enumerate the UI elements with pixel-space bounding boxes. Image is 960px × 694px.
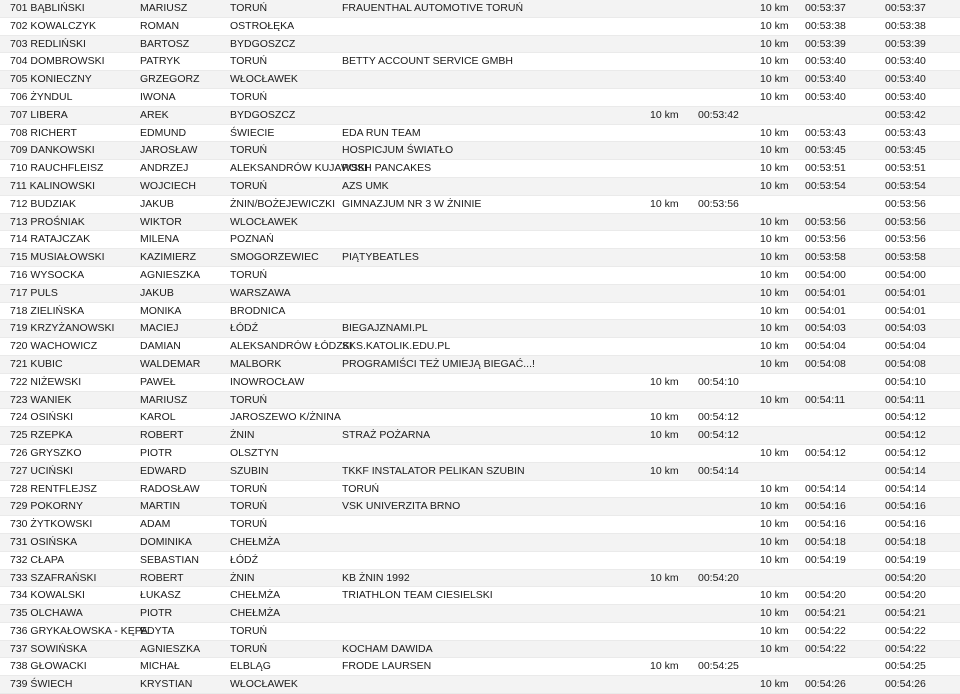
cell-city: INOWROCŁAW <box>230 375 305 388</box>
cell-place-and-surname: 734 KOWALSKI <box>10 589 85 602</box>
cell-total-time: 00:54:00 <box>885 268 926 281</box>
cell-place-and-surname: 738 GŁOWACKI <box>10 660 87 673</box>
cell-city: MALBORK <box>230 357 282 370</box>
cell-distance-a: 10 km <box>650 660 679 673</box>
cell-distance-b: 10 km <box>760 144 789 157</box>
cell-first-name: ROBERT <box>140 429 184 442</box>
cell-club: KB ŻNIN 1992 <box>342 571 410 584</box>
cell-city: TORUŃ <box>230 268 268 281</box>
cell-place-and-surname: 705 KONIECZNY <box>10 73 92 86</box>
cell-city: POZNAŃ <box>230 233 274 246</box>
cell-city: BYDGOSZCZ <box>230 37 296 50</box>
cell-first-name: ROBERT <box>140 571 184 584</box>
cell-place-and-surname: 735 OLCHAWA <box>10 607 83 620</box>
table-row <box>0 0 960 18</box>
table-row <box>0 641 960 659</box>
cell-first-name: ROMAN <box>140 19 180 32</box>
cell-time-b: 00:53:38 <box>805 19 846 32</box>
cell-time-b: 00:53:51 <box>805 162 846 175</box>
cell-place-and-surname: 719 KRZYŻANOWSKI <box>10 322 115 335</box>
cell-time-a: 00:53:56 <box>698 197 739 210</box>
cell-time-b: 00:54:16 <box>805 518 846 531</box>
cell-place-and-surname: 715 MUSIAŁOWSKI <box>10 251 105 264</box>
cell-distance-b: 10 km <box>760 357 789 370</box>
cell-city: CHEŁMŻA <box>230 535 281 548</box>
cell-total-time: 00:53:56 <box>885 215 926 228</box>
table-row <box>0 338 960 356</box>
cell-first-name: ANDRZEJ <box>140 162 189 175</box>
cell-time-b: 00:54:12 <box>805 446 846 459</box>
cell-club: PROGRAMIŚCI TEŻ UMIEJĄ BIEGAĆ...! <box>342 357 535 370</box>
cell-distance-b: 10 km <box>760 518 789 531</box>
cell-place-and-surname: 704 DOMBROWSKI <box>10 55 105 68</box>
table-row <box>0 676 960 694</box>
cell-city: CHEŁMŻA <box>230 589 281 602</box>
cell-city: ELBLĄG <box>230 660 271 673</box>
table-row <box>0 18 960 36</box>
cell-first-name: PIOTR <box>140 446 173 459</box>
cell-distance-b: 10 km <box>760 304 789 317</box>
table-row <box>0 36 960 54</box>
cell-club: AZS UMK <box>342 179 389 192</box>
cell-total-time: 00:53:40 <box>885 73 926 86</box>
cell-place-and-surname: 714 RATAJCZAK <box>10 233 91 246</box>
cell-place-and-surname: 731 OSIŃSKA <box>10 535 78 548</box>
cell-total-time: 00:54:22 <box>885 624 926 637</box>
cell-place-and-surname: 728 RENTFLEJSZ <box>10 482 97 495</box>
cell-distance-b: 10 km <box>760 642 789 655</box>
cell-club: SKS.KATOLIK.EDU.PL <box>342 340 451 353</box>
cell-first-name: MILENA <box>140 233 180 246</box>
cell-total-time: 00:53:58 <box>885 251 926 264</box>
cell-total-time: 00:53:38 <box>885 19 926 32</box>
table-row <box>0 481 960 499</box>
table-row <box>0 516 960 534</box>
cell-first-name: EDYTA <box>140 624 175 637</box>
cell-total-time: 00:54:01 <box>885 286 926 299</box>
cell-city: BRODNICA <box>230 304 286 317</box>
cell-city: TORUŃ <box>230 90 268 103</box>
cell-total-time: 00:54:10 <box>885 375 926 388</box>
cell-distance-b: 10 km <box>760 251 789 264</box>
cell-distance-b: 10 km <box>760 286 789 299</box>
cell-distance-b: 10 km <box>760 500 789 513</box>
cell-city: ŚWIECIE <box>230 126 275 139</box>
table-row <box>0 267 960 285</box>
cell-time-b: 00:54:03 <box>805 322 846 335</box>
table-row <box>0 125 960 143</box>
cell-time-b: 00:54:16 <box>805 500 846 513</box>
cell-total-time: 00:54:11 <box>885 393 926 406</box>
cell-place-and-surname: 733 SZAFRAŃSKI <box>10 571 97 584</box>
cell-city: TORUŃ <box>230 55 268 68</box>
cell-city: BYDGOSZCZ <box>230 108 296 121</box>
cell-city: TORUŃ <box>230 518 268 531</box>
table-row <box>0 409 960 427</box>
cell-total-time: 00:53:45 <box>885 144 926 157</box>
cell-distance-a: 10 km <box>650 197 679 210</box>
cell-place-and-surname: 710 RAUCHFLEISZ <box>10 162 104 175</box>
cell-total-time: 00:54:14 <box>885 464 926 477</box>
cell-time-a: 00:53:42 <box>698 108 739 121</box>
cell-place-and-surname: 720 WACHOWICZ <box>10 340 98 353</box>
cell-total-time: 00:54:19 <box>885 553 926 566</box>
cell-total-time: 00:53:37 <box>885 2 926 14</box>
cell-time-b: 00:54:14 <box>805 482 846 495</box>
cell-first-name: PATRYK <box>140 55 181 68</box>
cell-total-time: 00:53:56 <box>885 233 926 246</box>
cell-distance-b: 10 km <box>760 90 789 103</box>
cell-distance-b: 10 km <box>760 268 789 281</box>
table-row <box>0 249 960 267</box>
table-row <box>0 623 960 641</box>
cell-club: BETTY ACCOUNT SERVICE GMBH <box>342 55 513 68</box>
table-row <box>0 374 960 392</box>
cell-total-time: 00:53:40 <box>885 90 926 103</box>
cell-time-a: 00:54:10 <box>698 375 739 388</box>
cell-place-and-surname: 725 RZEPKA <box>10 429 73 442</box>
cell-time-b: 00:53:40 <box>805 55 846 68</box>
cell-club: TKKF INSTALATOR PELIKAN SZUBIN <box>342 464 525 477</box>
cell-total-time: 00:54:26 <box>885 678 926 691</box>
table-row <box>0 570 960 588</box>
cell-distance-b: 10 km <box>760 589 789 602</box>
cell-distance-b: 10 km <box>760 482 789 495</box>
cell-city: JAROSZEWO K/ŻNINA <box>230 411 341 424</box>
cell-total-time: 00:53:56 <box>885 197 926 210</box>
cell-first-name: EDMUND <box>140 126 187 139</box>
cell-place-and-surname: 712 BUDZIAK <box>10 197 76 210</box>
cell-first-name: AGNIESZKA <box>140 268 201 281</box>
cell-city: OSTROŁĘKA <box>230 19 295 32</box>
cell-place-and-surname: 737 SOWIŃSKA <box>10 642 88 655</box>
cell-total-time: 00:54:12 <box>885 429 926 442</box>
cell-time-b: 00:53:43 <box>805 126 846 139</box>
cell-city: ŁÓDŹ <box>230 322 259 335</box>
cell-place-and-surname: 709 DANKOWSKI <box>10 144 95 157</box>
cell-place-and-surname: 721 KUBIC <box>10 357 63 370</box>
cell-club: STRAŻ POŻARNA <box>342 429 431 442</box>
cell-club: HOSPICJUM ŚWIATŁO <box>342 144 454 157</box>
cell-city: ALEKSANDRÓW KUJAWSKI <box>230 162 368 175</box>
cell-first-name: MONIKA <box>140 304 182 317</box>
cell-total-time: 00:54:21 <box>885 607 926 620</box>
table-row <box>0 196 960 214</box>
cell-place-and-surname: 739 ŚWIECH <box>10 678 73 691</box>
table-row <box>0 392 960 410</box>
cell-time-b: 00:53:56 <box>805 215 846 228</box>
cell-first-name: MICHAŁ <box>140 660 180 673</box>
cell-club: TRIATHLON TEAM CIESIELSKI <box>342 589 493 602</box>
cell-distance-b: 10 km <box>760 162 789 175</box>
cell-place-and-surname: 729 POKORNY <box>10 500 83 513</box>
cell-first-name: MACIEJ <box>140 322 179 335</box>
cell-distance-b: 10 km <box>760 19 789 32</box>
table-row <box>0 231 960 249</box>
table-row <box>0 142 960 160</box>
table-row <box>0 427 960 445</box>
cell-first-name: ŁUKASZ <box>140 589 181 602</box>
cell-place-and-surname: 701 BĄBLIŃSKI <box>10 2 85 14</box>
table-row <box>0 534 960 552</box>
cell-place-and-surname: 730 ŻYTKOWSKI <box>10 518 93 531</box>
cell-time-b: 00:54:21 <box>805 607 846 620</box>
table-row <box>0 320 960 338</box>
cell-time-a: 00:54:12 <box>698 411 739 424</box>
cell-time-b: 00:54:01 <box>805 286 846 299</box>
cell-city: SZUBIN <box>230 464 269 477</box>
cell-total-time: 00:54:01 <box>885 304 926 317</box>
cell-time-a: 00:54:25 <box>698 660 739 673</box>
cell-total-time: 00:54:20 <box>885 571 926 584</box>
cell-time-b: 00:53:39 <box>805 37 846 50</box>
table-row <box>0 605 960 623</box>
cell-total-time: 00:54:04 <box>885 340 926 353</box>
cell-distance-a: 10 km <box>650 108 679 121</box>
cell-city: SMOGORZEWIEC <box>230 251 319 264</box>
cell-time-a: 00:54:20 <box>698 571 739 584</box>
cell-distance-b: 10 km <box>760 535 789 548</box>
cell-total-time: 00:53:39 <box>885 37 926 50</box>
table-row <box>0 658 960 676</box>
cell-city: ŁÓDŹ <box>230 553 259 566</box>
cell-distance-b: 10 km <box>760 393 789 406</box>
cell-time-b: 00:53:40 <box>805 73 846 86</box>
cell-total-time: 00:54:18 <box>885 535 926 548</box>
cell-distance-b: 10 km <box>760 126 789 139</box>
cell-first-name: KAROL <box>140 411 176 424</box>
cell-total-time: 00:54:16 <box>885 500 926 513</box>
cell-distance-a: 10 km <box>650 464 679 477</box>
cell-club: EDA RUN TEAM <box>342 126 421 139</box>
cell-first-name: ADAM <box>140 518 171 531</box>
cell-first-name: PIOTR <box>140 607 173 620</box>
cell-place-and-surname: 708 RICHERT <box>10 126 77 139</box>
cell-club: BIEGAJZNAMI.PL <box>342 322 428 335</box>
cell-city: TORUŃ <box>230 393 268 406</box>
cell-distance-b: 10 km <box>760 607 789 620</box>
cell-place-and-surname: 706 ŻYNDUL <box>10 90 73 103</box>
cell-first-name: KAZIMIERZ <box>140 251 197 264</box>
cell-city: TORUŃ <box>230 144 268 157</box>
table-row <box>0 107 960 125</box>
cell-first-name: JAROSŁAW <box>140 144 198 157</box>
cell-distance-b: 10 km <box>760 553 789 566</box>
cell-time-b: 00:54:01 <box>805 304 846 317</box>
cell-total-time: 00:54:25 <box>885 660 926 673</box>
table-row <box>0 285 960 303</box>
cell-city: TORUŃ <box>230 2 268 14</box>
cell-first-name: WALDEMAR <box>140 357 201 370</box>
cell-place-and-surname: 707 LIBERA <box>10 108 68 121</box>
cell-club: FRAUENTHAL AUTOMOTIVE TORUŃ <box>342 2 524 14</box>
cell-city: CHEŁMŻA <box>230 607 281 620</box>
cell-time-b: 00:53:37 <box>805 2 846 14</box>
cell-total-time: 00:54:14 <box>885 482 926 495</box>
cell-time-b: 00:54:26 <box>805 678 846 691</box>
cell-first-name: DOMINIKA <box>140 535 192 548</box>
cell-first-name: MARIUSZ <box>140 393 188 406</box>
cell-distance-a: 10 km <box>650 429 679 442</box>
cell-place-and-surname: 724 OSIŃSKI <box>10 411 74 424</box>
cell-distance-b: 10 km <box>760 624 789 637</box>
cell-first-name: WIKTOR <box>140 215 182 228</box>
cell-time-b: 00:54:08 <box>805 357 846 370</box>
cell-time-b: 00:54:22 <box>805 624 846 637</box>
cell-city: WŁOCŁAWEK <box>230 678 298 691</box>
cell-place-and-surname: 711 KALINOWSKI <box>10 179 96 192</box>
cell-first-name: BARTOSZ <box>140 37 190 50</box>
cell-total-time: 00:53:42 <box>885 108 926 121</box>
table-row <box>0 214 960 232</box>
cell-total-time: 00:53:54 <box>885 179 926 192</box>
cell-first-name: MARIUSZ <box>140 2 188 14</box>
cell-distance-b: 10 km <box>760 233 789 246</box>
cell-place-and-surname: 736 GRYKAŁOWSKA - KĘPA <box>10 624 148 637</box>
cell-club: VSK UNIVERZITA BRNO <box>342 500 461 513</box>
cell-place-and-surname: 722 NIŻEWSKI <box>10 375 82 388</box>
cell-time-b: 00:53:58 <box>805 251 846 264</box>
cell-time-b: 00:54:04 <box>805 340 846 353</box>
cell-total-time: 00:54:20 <box>885 589 926 602</box>
cell-first-name: IWONA <box>140 90 176 103</box>
cell-city: OLSZTYN <box>230 446 279 459</box>
cell-time-a: 00:54:12 <box>698 429 739 442</box>
cell-total-time: 00:53:51 <box>885 162 926 175</box>
cell-total-time: 00:54:16 <box>885 518 926 531</box>
cell-place-and-surname: 702 KOWALCZYK <box>10 19 96 32</box>
cell-time-a: 00:54:14 <box>698 464 739 477</box>
cell-total-time: 00:53:40 <box>885 55 926 68</box>
cell-distance-b: 10 km <box>760 446 789 459</box>
cell-time-b: 00:54:19 <box>805 553 846 566</box>
cell-place-and-surname: 703 REDLIŃSKI <box>10 37 86 50</box>
cell-city: ŻNIN <box>230 429 255 442</box>
cell-total-time: 00:53:43 <box>885 126 926 139</box>
cell-place-and-surname: 726 GRYSZKO <box>10 446 82 459</box>
cell-first-name: JAKUB <box>140 197 174 210</box>
table-row <box>0 178 960 196</box>
cell-time-b: 00:53:54 <box>805 179 846 192</box>
cell-city: WŁOCŁAWEK <box>230 73 298 86</box>
cell-place-and-surname: 723 WANIEK <box>10 393 72 406</box>
cell-city: TORUŃ <box>230 500 268 513</box>
cell-city: WARSZAWA <box>230 286 291 299</box>
cell-first-name: EDWARD <box>140 464 187 477</box>
cell-time-b: 00:54:11 <box>805 393 846 406</box>
cell-time-b: 00:54:20 <box>805 589 846 602</box>
table-row <box>0 71 960 89</box>
cell-city: TORUŃ <box>230 642 268 655</box>
cell-club: TORUŃ <box>342 482 380 495</box>
cell-club: POSH PANCAKES <box>342 162 432 175</box>
cell-place-and-surname: 716 WYSOCKA <box>10 268 85 281</box>
cell-time-b: 00:53:45 <box>805 144 846 157</box>
table-row <box>0 498 960 516</box>
cell-city: TORUŃ <box>230 624 268 637</box>
cell-city: TORUŃ <box>230 179 268 192</box>
cell-club: PIĄTYBEATLES <box>342 251 419 264</box>
cell-city: ŻNIN/BOŻEJEWICZKI <box>230 197 335 210</box>
cell-first-name: DAMIAN <box>140 340 181 353</box>
cell-distance-b: 10 km <box>760 322 789 335</box>
cell-first-name: WOJCIECH <box>140 179 196 192</box>
cell-club: KOCHAM DAWIDA <box>342 642 433 655</box>
cell-first-name: GRZEGORZ <box>140 73 200 86</box>
cell-time-b: 00:54:00 <box>805 268 846 281</box>
cell-distance-b: 10 km <box>760 73 789 86</box>
cell-city: WLOCŁAWEK <box>230 215 298 228</box>
cell-place-and-surname: 718 ZIELIŃSKA <box>10 304 85 317</box>
cell-club: FRODE LAURSEN <box>342 660 432 673</box>
cell-time-b: 00:53:40 <box>805 90 846 103</box>
cell-place-and-surname: 732 CŁAPA <box>10 553 65 566</box>
cell-total-time: 00:54:08 <box>885 357 926 370</box>
cell-city: ŻNIN <box>230 571 255 584</box>
table-row <box>0 53 960 71</box>
cell-total-time: 00:54:12 <box>885 411 926 424</box>
table-row <box>0 356 960 374</box>
cell-time-b: 00:54:18 <box>805 535 846 548</box>
table-row <box>0 463 960 481</box>
cell-distance-b: 10 km <box>760 179 789 192</box>
cell-distance-a: 10 km <box>650 571 679 584</box>
cell-distance-b: 10 km <box>760 340 789 353</box>
cell-distance-b: 10 km <box>760 215 789 228</box>
table-row <box>0 303 960 321</box>
cell-city: ALEKSANDRÓW ŁÓDZKI <box>230 340 353 353</box>
table-row <box>0 160 960 178</box>
cell-first-name: JAKUB <box>140 286 174 299</box>
cell-time-b: 00:53:56 <box>805 233 846 246</box>
cell-first-name: RADOSŁAW <box>140 482 200 495</box>
cell-distance-b: 10 km <box>760 55 789 68</box>
cell-city: TORUŃ <box>230 482 268 495</box>
cell-distance-a: 10 km <box>650 411 679 424</box>
cell-first-name: MARTIN <box>140 500 181 513</box>
cell-first-name: KRYSTIAN <box>140 678 193 691</box>
cell-distance-a: 10 km <box>650 375 679 388</box>
cell-first-name: SEBASTIAN <box>140 553 199 566</box>
cell-distance-b: 10 km <box>760 37 789 50</box>
cell-first-name: AGNIESZKA <box>140 642 201 655</box>
cell-distance-b: 10 km <box>760 2 789 14</box>
table-row <box>0 552 960 570</box>
cell-distance-b: 10 km <box>760 678 789 691</box>
cell-place-and-surname: 727 UCIŃSKI <box>10 464 74 477</box>
table-row <box>0 587 960 605</box>
cell-place-and-surname: 717 PULS <box>10 286 58 299</box>
cell-first-name: PAWEŁ <box>140 375 176 388</box>
cell-total-time: 00:54:03 <box>885 322 926 335</box>
cell-total-time: 00:54:12 <box>885 446 926 459</box>
cell-total-time: 00:54:22 <box>885 642 926 655</box>
cell-time-b: 00:54:22 <box>805 642 846 655</box>
cell-place-and-surname: 713 PROŚNIAK <box>10 215 85 228</box>
cell-club: GIMNAZJUM NR 3 W ŻNINIE <box>342 197 482 210</box>
table-row <box>0 89 960 107</box>
cell-first-name: AREK <box>140 108 169 121</box>
table-row <box>0 445 960 463</box>
